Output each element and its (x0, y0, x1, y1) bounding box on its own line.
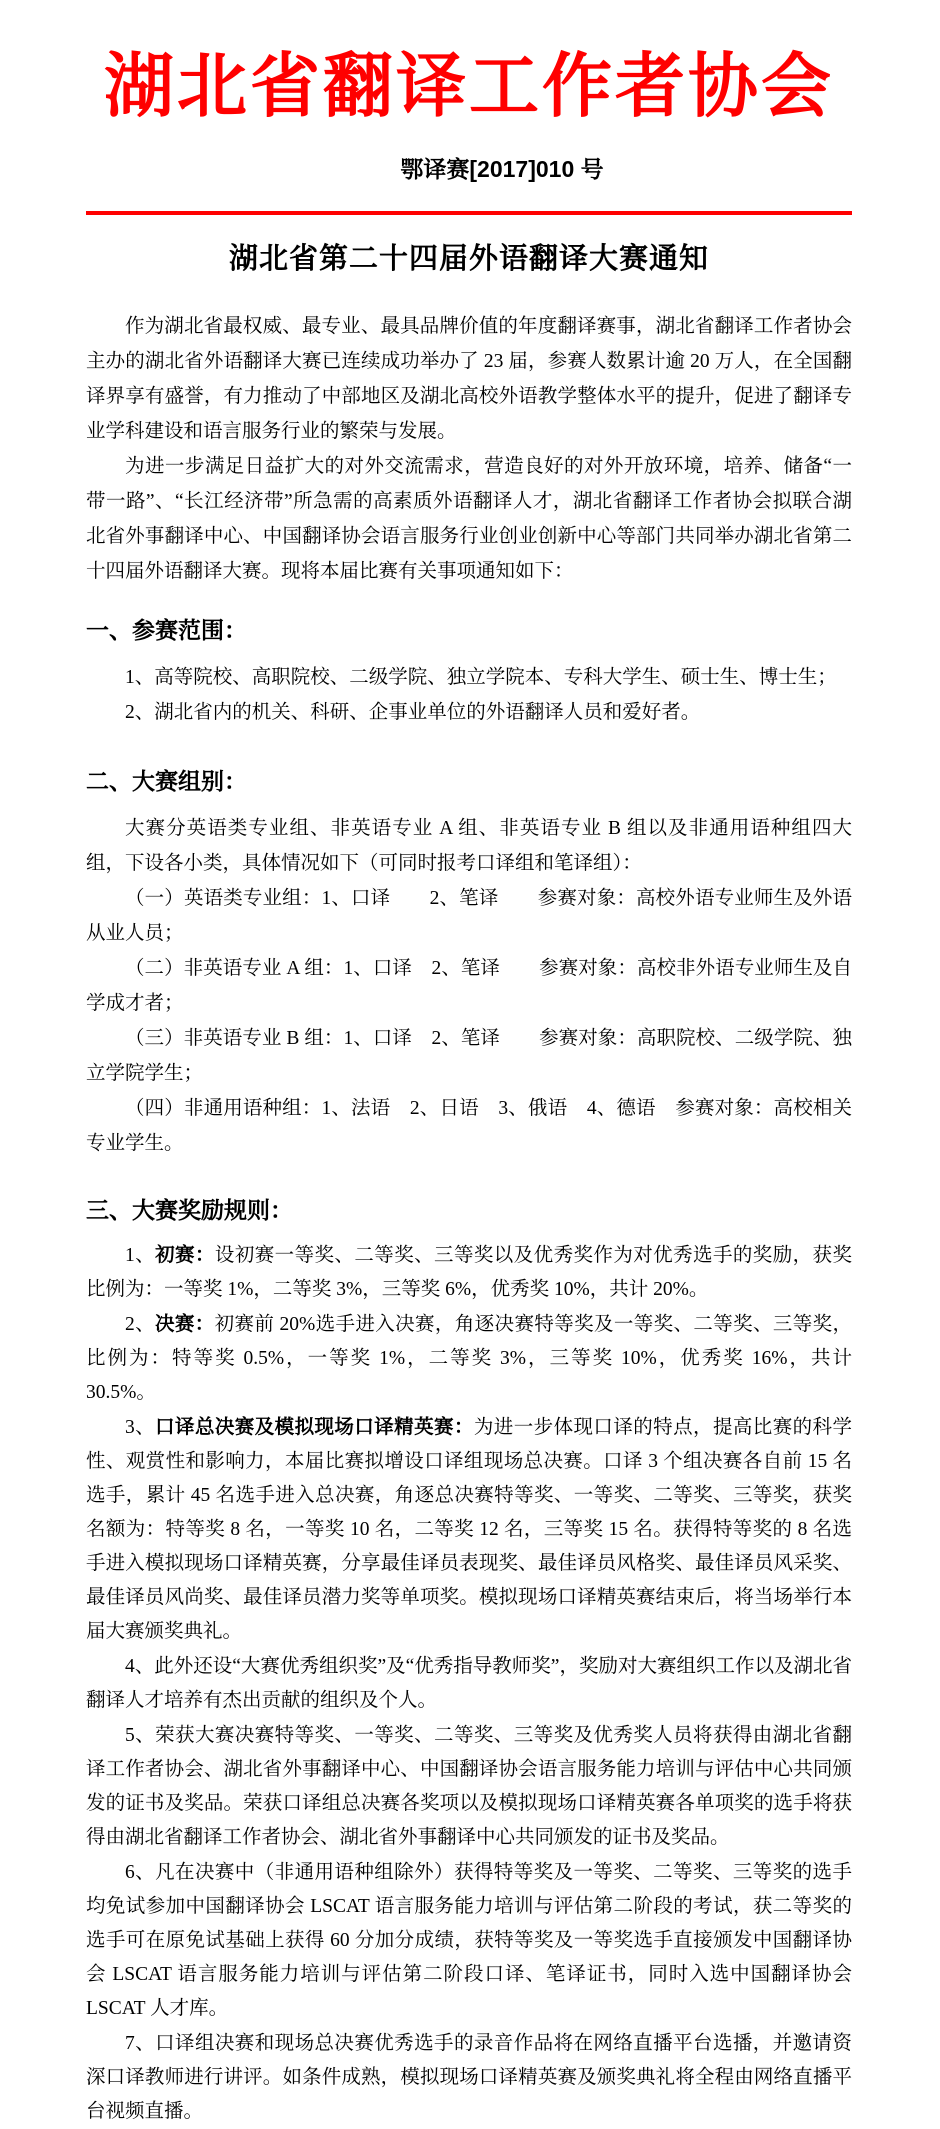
rule-number: 3、 (125, 1417, 156, 1438)
rule-text: 此外还设“大赛优秀组织奖”及“优秀指导教师奖”，奖励对大赛组织工作以及湖北省翻译人才培养有杰出贡献的组织及个人。 (86, 1656, 852, 1711)
rule-paragraph-4 (86, 1649, 852, 1718)
rule-number: 7、 (125, 2033, 156, 2054)
intro-paragraph-2: 为进一步满足日益扩大的对外交流需求，营造良好的对外开放环境，培养、储备“一带一路”、“长江经济带”所急需的高素质外语翻译人才，湖北省翻译工作者协会拟联合湖北省外事翻译中心、中国翻译协会语言服务行业创业创新中心等部门共同举办湖北省第二十四届外语翻译大赛。现将本届比赛有关事项通知如下： (86, 456, 852, 582)
section1-item-1: 1、高等院校、高职院校、二级学院、独立学院本、专科大学生、硕士生、博士生； (125, 667, 837, 688)
section3-heading: 三、大赛奖励规则： (86, 1197, 293, 1223)
rule-text: 荣获大赛决赛特等奖、一等奖、二等奖、三等奖及优秀奖人员将获得由湖北省翻译工作者协会、湖北省外事翻译中心、中国翻译协会语言服务能力培训与评估中心共同颁发的证书及奖品。荣获口译组总决赛各奖项以及模拟现场口译精英赛各单项奖的选手将获得由湖北省翻译工作者协会、湖北省外事翻译中心共同颁发的证书及奖品。 (86, 1725, 852, 1848)
intro-paragraph-1: 作为湖北省最权威、最专业、最具品牌价值的年度翻译赛事，湖北省翻译工作者协会主办的湖北省外语翻译大赛已连续成功举办了 23 届，参赛人数累计逾 20 万人，在全国翻译界享有盛誉，有力推动了中部地区及湖北高校外语教学整体水平的提升，促进了翻译专业学科建设和语言服务行业的繁荣与发展。 (86, 316, 852, 442)
rule-text: 设初赛一等奖、二等奖、三等奖以及优秀奖作为对优秀选手的奖励，获奖比例为：一等奖 1%，二等奖 3%，三等奖 6%，优秀奖 10%，共计 20%。 (86, 1245, 852, 1300)
rule-paragraph-1 (86, 1238, 852, 1307)
rule-text: 为进一步体现口译的特点，提高比赛的科学性、观赏性和影响力，本届比赛拟增设口译组现场总决赛。口译 3 个组决赛各自前 15 名选手，累计 45 名选手进入总决赛，角逐总决赛特等奖、一等奖、二等奖、三等奖，获奖名额为：特等奖 8 名，一等奖 10 名，二等奖 12 名，三等奖 15 名。获得特等奖的 8 名选手进入模拟现场口译精英赛，分享最佳译员表现奖、最佳译员风格奖、最佳译员风采奖、最佳译员风尚奖、最佳译员潜力奖等单项奖。模拟现场口译精英赛结束后，将当场举行本届大赛颁奖典礼。 (86, 1417, 852, 1642)
red-divider (86, 211, 852, 215)
section2-group-1: （一）英语类专业组：1、口译 2、笔译 参赛对象：高校外语专业师生及外语从业人员； (86, 888, 852, 944)
rule-number: 6、 (125, 1862, 156, 1883)
rule-paragraph-5 (86, 1718, 852, 1855)
rule-paragraph-7 (86, 2026, 852, 2129)
section1-item-2: 2、湖北省内的机关、科研、企事业单位的外语翻译人员和爱好者。 (125, 702, 701, 723)
rule-lead: 决赛： (155, 1313, 215, 1335)
rule-number: 5、 (125, 1725, 156, 1746)
rule-number: 2、 (125, 1314, 156, 1335)
doc-number: 鄂译赛[2017]010 号 (400, 156, 604, 182)
rule-text: 初赛前 20%选手进入决赛，角逐决赛特等奖及一等奖、二等奖、三等奖，比例为：特等奖 0.5%，一等奖 1%，二等奖 3%，三等奖 10%，优秀奖 16%，共计 30.5%。 (86, 1314, 852, 1403)
rule-paragraph-3 (86, 1410, 852, 1649)
org-title: 湖北省翻译工作者协会 (104, 47, 834, 125)
rule-text: 口译组决赛和现场总决赛优秀选手的录音作品将在网络直播平台选播，并邀请资深口译教师进行讲评。如条件成熟，模拟现场口译精英赛及颁奖典礼将全程由网络直播平台视频直播。 (86, 2033, 852, 2122)
rule-paragraph-6 (86, 1855, 852, 2026)
section2-group-2: （二）非英语专业 A 组：1、口译 2、笔译 参赛对象：高校非外语专业师生及自学成才者； (86, 958, 852, 1014)
rule-lead: 口译总决赛及模拟现场口译精英赛： (155, 1416, 474, 1438)
rule-lead: 初赛： (155, 1244, 215, 1266)
section2-heading: 二、大赛组别： (86, 768, 247, 794)
section2-group-3: （三）非英语专业 B 组：1、口译 2、笔译 参赛对象：高职院校、二级学院、独立学院学生； (86, 1028, 852, 1084)
rule-number: 1、 (125, 1245, 156, 1266)
rule-number: 4、 (125, 1656, 155, 1677)
doc-title: 湖北省第二十四届外语翻译大赛通知 (228, 243, 709, 275)
rule-text: 凡在决赛中（非通用语种组除外）获得特等奖及一等奖、二等奖、三等奖的选手均免试参加中国翻译协会 LSCAT 语言服务能力培训与评估第二阶段的考试，获二等奖的选手可在原免试基础上获得 60 分加分成绩，获特等奖及一等奖选手直接颁发中国翻译协会 LSCAT 语言服务能力培训与评估第二阶段口译、笔译证书，同时入选中国翻译协会 LSCAT 人才库。 (86, 1862, 852, 2019)
section1-heading: 一、参赛范围： (86, 617, 247, 643)
section2-intro: 大赛分英语类专业组、非英语专业 A 组、非英语专业 B 组以及非通用语种组四大组，下设各小类，具体情况如下（可同时报考口译组和笔译组）： (86, 818, 852, 874)
rule-paragraph-2 (86, 1307, 852, 1410)
section2-group-4: （四）非通用语种组：1、法语 2、日语 3、俄语 4、德语 参赛对象：高校相关专业学生。 (86, 1098, 852, 1154)
